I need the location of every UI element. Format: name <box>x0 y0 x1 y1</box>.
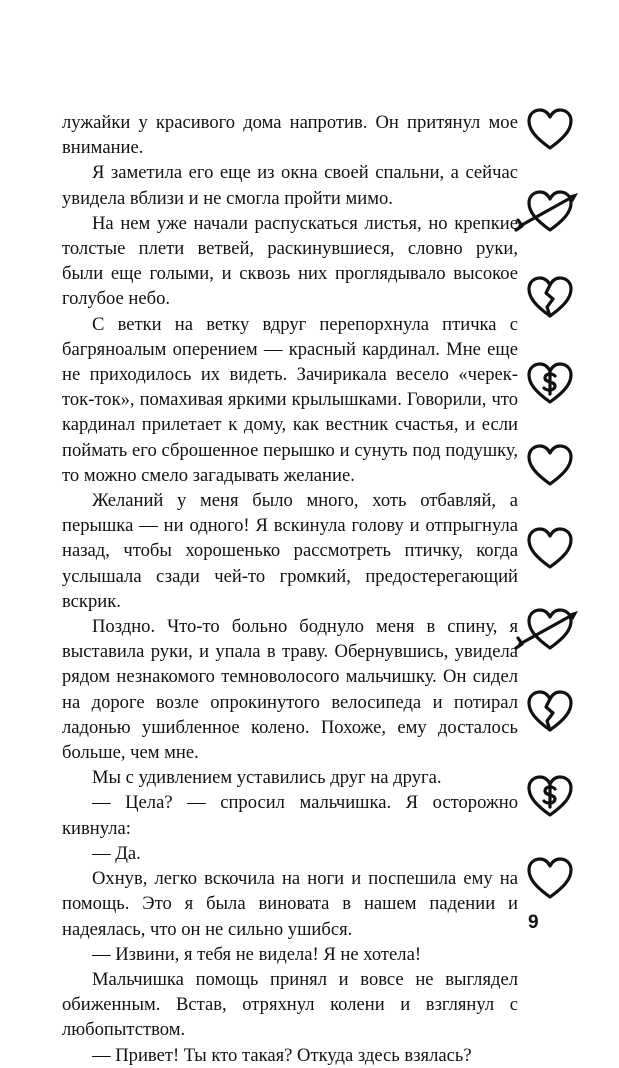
heart-dollar-icon <box>526 362 574 406</box>
paragraph: С ветки на ветку вдруг перепорхнула птичка с багряноалым оперением — красный кардинал. Мне еще не приходилось их видеть. Зачирикала весело «черек-ток-ток», помахивая яркими крылышками. Говорили, что кардинал прилетает к дому, как вестник счастья, и если поймать его сброшенное перышко и сунуть под подушку, то можно смело загадывать желание. <box>62 313 518 486</box>
heart-icon <box>526 108 574 152</box>
heart-dollar-icon <box>526 775 574 819</box>
paragraph: — Извини, я тебя не видела! Я не хотела! <box>92 943 422 965</box>
paragraph: — Да. <box>92 842 141 864</box>
paragraph: Я заметила его еще из окна своей спальни, а сейчас увидела вблизи и не смогла пройти мимо. <box>62 162 518 209</box>
heart-arrow-icon <box>526 608 574 652</box>
paragraph: — Цела? — спросил мальчишка. Я осторожно кивнула: <box>62 792 518 839</box>
paragraph: Мы с удивлением уставились друг на друга. <box>92 767 442 789</box>
heart-icon <box>526 527 574 571</box>
paragraph: — Привет! Ты кто такая? Откуда здесь взялась? <box>92 1044 472 1066</box>
paragraph: На нем уже начали распускаться листья, но крепкие толстые плети ветвей, раскинувшиеся, словно руки, были еще голыми, и сквозь них проглядывало высокое голубое небо. <box>62 212 518 310</box>
heart-arrow-icon <box>526 190 574 234</box>
heart-icon <box>526 444 574 488</box>
paragraph: Мальчишка помощь принял и вовсе не выглядел обиженным. Встав, отряхнул колени и взглянул с любопытством. <box>62 968 518 1041</box>
page-text <box>62 110 518 1068</box>
broken-heart-icon <box>526 690 574 734</box>
heart-icon <box>526 857 574 901</box>
paragraph: Поздно. Что-то больно боднуло меня в спину, я выставила руки, и упала в траву. Обернувшись, увидела рядом незнакомого темноволосого мальчишку. Он сидел на дороге возле опрокинутого велосипеда и потирал ладонью ушибленное колено. Похоже, ему досталось больше, чем мне. <box>62 616 518 764</box>
page-number: 9 <box>528 912 539 933</box>
broken-heart-icon <box>526 276 574 320</box>
paragraph: Желаний у меня было много, хоть отбавляй, а перышка — ни одного! Я вскинула голову и отпрыгнула назад, чтобы хорошенько рассмотреть птичку, когда услышала сзади чей-то громкий, предостерегающий вскрик. <box>62 490 518 612</box>
paragraph: лужайки у красивого дома напротив. Он притянул мое внимание. <box>62 112 518 159</box>
paragraph: Охнув, легко вскочила на ноги и поспешила ему на помощь. Это я была виновата в нашем падении и надеялась, что он не сильно ушибся. <box>62 868 518 940</box>
margin-decorations <box>526 0 586 1000</box>
